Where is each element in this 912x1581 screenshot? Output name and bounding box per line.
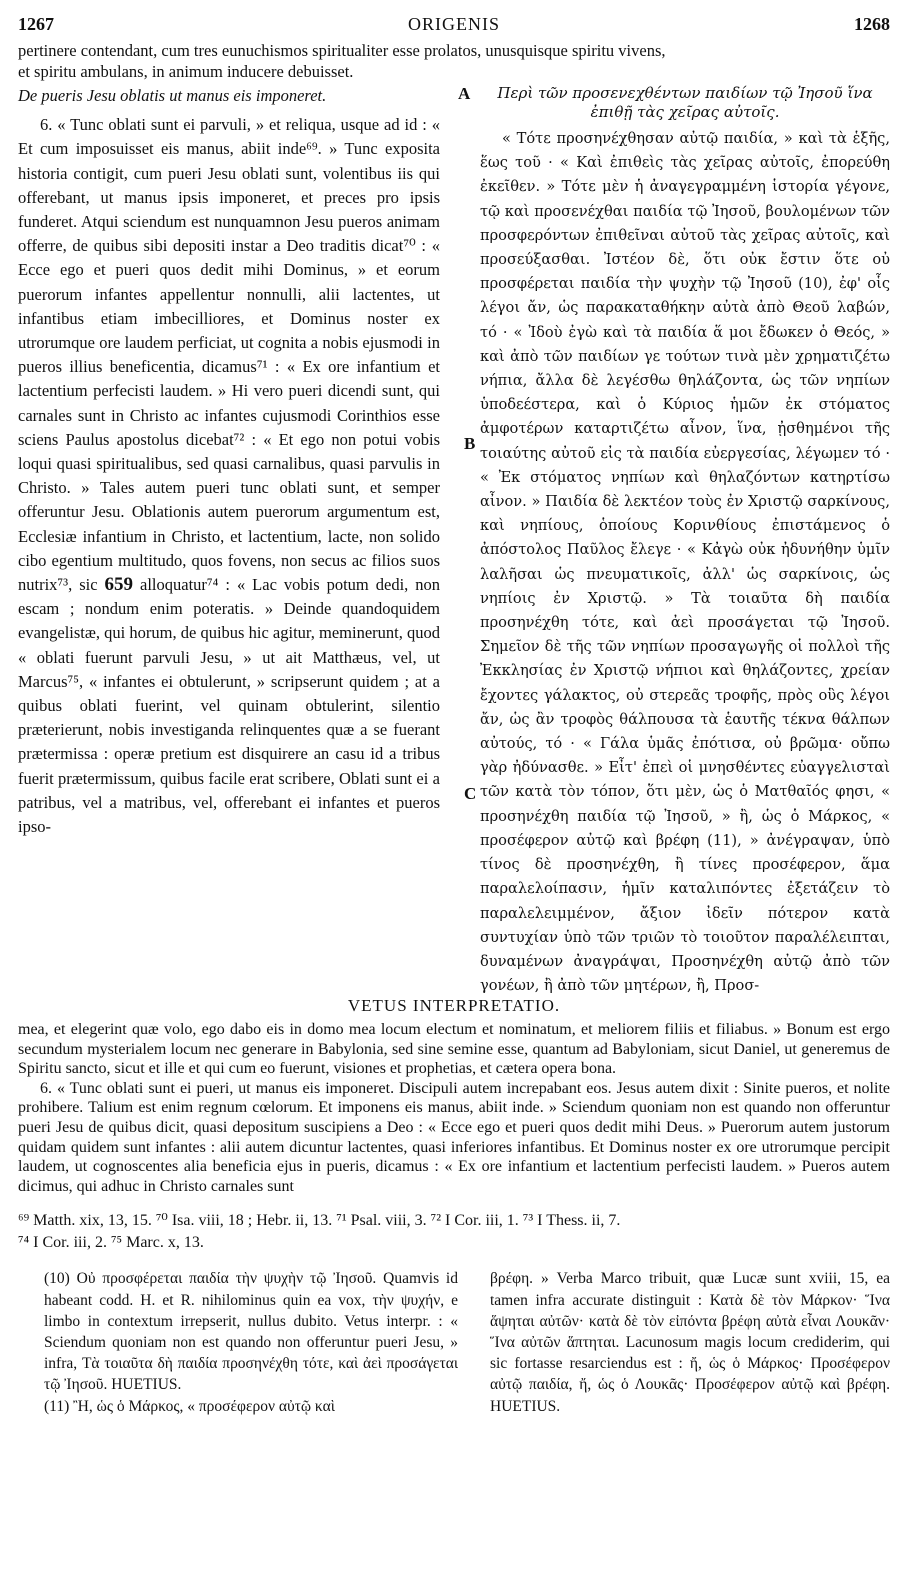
vetus-interpretatio [18, 996, 890, 1196]
latin-paragraph [18, 113, 440, 839]
vetus-paragraph: 6. « Tunc oblati sunt ei pueri, ut manus eis imponeret. Discipuli autem increpabant eos. Jesus autem dixit : Sinite pueros, et nolite prohibere. Talium est enim regnum cœlorum. Et imponens eis manus, abiit inde. » Sciendum quoniam non est quando non offeruntur pueri Jesu de quibus dicit, quasi depositum suscipiens a Deo : « Ecce ego et pueri quos dedit mihi Deus. » Puerorum autem justorum quidam quidem sunt infantes : alii autem dicuntur lactentes, quasi inferiores infantibus. Et Dominus noster ex ore utrorumque percipit laudem, ut cognoscentes alia beneficia ejus in pueris, dicamus : « Ex ore infantium et lactentium perfecisti laudem. » Pueros autem dicimus, qui adhuc in Christo carnales sunt [18, 1079, 890, 1195]
page-number-left: 1267 [18, 14, 54, 34]
note: (10) Οὐ προσφέρεται παιδία τὴν ψυχὴν τῷ Ἰησοῦ. Quamvis id habeant codd. H. et R. nihilominus quin ea vox, τὴν ψυχήν, e limbo in contextum irrepserit, nullus dubito. Vetus interpr. : « Sciendum quoniam non est quando non offeruntur pueri Jesu, » infra, Τὰ τοιαῦτα δὴ παιδία προσηνέχθη τότε, καὶ ἀεὶ προσάγεται τῷ Ἰησοῦ. HUETIUS. [44, 1270, 458, 1394]
scripture-references [18, 1210, 890, 1254]
reference-line: ⁷⁴ I Cor. iii, 2. ⁷⁵ Marc. x, 13. [18, 1234, 204, 1252]
vetus-paragraph: mea, et elegerint quæ volo, ego dabo eis in domo mea locum electum et nominatum, et meliorem filiis et filiabus. » Bonum est ergo secundum mysterialem locum nec generare in Babylonia, sed sine semine esse, quantum ad Babyloniam, sicut Daniel, ut generemus de Spiritu sancto, sicut et ille et qui cum eo fuerunt, visiones et prophetias, et cætera opera bona. [18, 1021, 890, 1078]
two-column-body [18, 84, 890, 994]
note: βρέφη. » Verba Marco tribuit, quæ Lucæ sunt xviii, 15, ea tamen infra accurate distinguit : Κατὰ δὲ τὸν Μάρκον· Ἵνα ἅψηται αὐτῶν· κατὰ δὲ τὸν εἰπόντα βρέφη αὐτὰ εἶναι Λουκᾶν· Ἵνα αὐτῶν ἅπτηται. Lacunosum magis locum crediderim, qui sic fortasse resarciendus est : ἤ, ὡς ὁ Μάρκος· Προσέφερον αὐτῷ παιδία, ἤ, ὡς ὁ Λουκᾶς· Προσέφερον αὐτῷ καὶ βρέφη. HUETIUS. [490, 1270, 890, 1415]
page [18, 10, 890, 1488]
margin-letter-b: B [464, 434, 476, 453]
page-number-right: 1268 [854, 14, 890, 34]
reference-line: ⁶⁹ Matth. xix, 13, 15. ⁷⁰ Isa. viii, 18 ; Hebr. ii, 13. ⁷¹ Psal. viii, 3. ⁷² I Cor. iii, 1. ⁷³ I Thess. ii, 7. [18, 1212, 621, 1230]
latin-column [18, 84, 440, 839]
greek-paragraph: « Τότε προσηνέχθησαν αὐτῷ παιδία, » καὶ τὰ ἑξῆς, ἕως τοῦ · « Καὶ ἐπιθεὶς τὰς χεῖρας αὐτοῖς, ἐπορεύθη ἐκεῖθεν. » Τότε μὲν ἡ ἀναγεγραμμένη ἱστορία γέγονε, τῷ καὶ προσενέχθαι παιδία τῷ Ἰησοῦ, βουλομένων τῶν προσφερόντων ἐπιθεῖναι αὐτοῦ τὰς χεῖρας αὐτοῖς, καὶ προσεύξασθαι. Ἰστέον δὲ, ὅτι οὐκ ἔστιν ὅτε οὐ προσφέρεται παιδία τὴν ψυχὴν τῷ Ἰησοῦ (10), ἐφ' οἷς λέγοι ἄν, ὡς παρακαταθήκην αὐτὰ ἀπὸ Θεοῦ λαβών, τό · « Ἰδοὺ ἐγὼ καὶ τὰ παιδία ἅ μοι ἔδωκεν ὁ Θεός, » καὶ ἀπὸ τῶν παιδίων γε τούτων τινὰ μὲν χρηματιζέτω νήπια, ἄλλα δὲ λεγέσθω θηλάζοντα, ὡς τῶν νηπίων ὑποδεέστερα, καὶ ὁ Κύριος ἡμῶν ἐκ στόματος ἀμφοτέρων καταρτιζέτω αἶνον, ἵνα, ᾐσθημένοι τῆς τοιαύτης αὐτοῦ εἰς τὰ παιδία εὐεργεσίας, λέγωμεν τό · « Ἐκ στόματος νηπίων καὶ θηλαζόντων κατηρτίσω αἶνον. » Παιδία δὲ λεκτέον τοὺς ἐν Χριστῷ σαρκίνους, καὶ νηπίους, ὁποίους Κορινθίους ἐπιστάμενος ὁ ἀπόστολος Παῦλος ἔλεγε · « Κἀγὼ οὐκ ἠδυνήθην ὑμῖν λαλῆσαι ὡς πνευματικοῖς, ἀλλ' ὡς σαρκίνοις, ὡς νηπίοις ἐν Χριστῷ. » Τὰ τοιαῦτα δὴ παιδία προσηνέχθη τότε, καὶ ἀεὶ προσάγεται τῷ Ἰησοῦ. Σημεῖον δὲ τῆς τῶν νηπίων προσαγωγῆς οἱ πολλοὶ τῆς Ἐκκλησίας ἐν Χριστῷ νήπιοι καὶ θηλάζοντες, χρείαν ἔχοντες γάλακτος, οὐ στερεᾶς τροφῆς, πρὸς οὓς λέγοι ἄν, ὡς ἂν τροφὸς θάλπουσα τὰ ἑαυτῆς τέκνα θάλπων αὐτούς, τό · « Γάλα ὑμᾶς ἐπότισα, οὐ βρῶμα· οὔπω γὰρ ἠδύνασθε. » Εἶτ' ἐπεὶ οἱ μνησθέντες εὐαγγελισταὶ τῶν κατὰ τὸν τόπον, ὅτι μὲν, ὡς ὁ Ματθαῖός φησι, « προσηνέχθη παιδία τῷ Ἰησοῦ, » ἢ, ὡς ὁ Μάρκος, « προσέφερον αὐτῷ καὶ βρέφη (11), » ἀνέγραψαν, ὑπὸ τίνος δὲ προσηνέχθη, ἢ τίνες προσέφερον, ἅμα παραλελοίπασιν, ἡμῖν καταλιπόντες ἐξετάζειν τὸ παραλελειμμένον, ἄξιον ἰδεῖν πότερον κατὰ συντυχίαν ὑπὸ τῶν τριῶν τὸ τοιοῦτον παραλέλειπται, δυναμένων ἀναγράψαι, Προσηνέχθη αὐτῷ ἀπὸ τῶν γονέων, ἢ ἀπὸ τῶν μητέρων, ἢ, Προσ- [480, 130, 890, 995]
editor-notes [18, 1268, 890, 1488]
intro-text [18, 40, 890, 82]
greek-column [480, 84, 890, 998]
greek-section-title: Περὶ τῶν προσενεχθέντων παιδίων τῷ Ἰησοῦ ἵνα ἐπιθῇ τὰς χεῖρας αὐτοῖς. [497, 84, 873, 121]
vetus-heading: VETUS INTERPRETATIO. [347, 996, 561, 1015]
column-number: 659 [104, 574, 134, 596]
latin-text: 6. « Tunc oblati sunt ei parvuli, » et reliqua, usque ad id : « Et cum imposuisset eis manus, abiit inde⁶⁹. » Tunc exposita historia contigit, cum pueri Jesu oblati sunt, volentibus iis qui offerebant, ut manus ipsis imponeret, et preces pro ipsis funderet. Atqui sciendum est nunquamnon Jesu pueros animam offerre, de quibus sibi depositi instar a Deo traditis dicat⁷⁰ : « Ecce ego et pueri quos dedit mihi Dominus, » et eorum puerorum infantes appellentur nonnulli, alii lactentes, ut infantibus etiam imbecilliores, et Dominus noster ex utrorumque ore laudem perficiat, ut cognita a nobis ejusmodi in pueros illius beneficentia, dicamus⁷¹ : « Ex ore infantium et lactentium perfecisti laudem. » Hi vero pueri dicendi sunt, qui carnales sunt in Christo ac infantes cujusmodi Corinthios esse sciens Paulus apostolus dicebat⁷² : « Et ego non potui vobis loqui quasi spiritualibus, sed quasi carnalibus, quasi parvulis in Christo. » Tales autem pueri tunc oblati sunt, et semper offeruntur Jesu. Oblationis autem puerorum argumentum est, Ecclesiæ infantium in Christo, et lactentium, lacte, non solido cibo egentium multitudo, quos fovens, non secus ac filios suos nutrix⁷³, sic [18, 115, 440, 595]
margin-letter-c: C [464, 784, 477, 803]
intro-line: pertinere contendant, cum tres eunuchismos spiritualiter esse prolatos, unusquisque spiritu vivens, [18, 41, 666, 60]
notes-right-column [490, 1268, 890, 1416]
note: (11) Ἢ, ὡς ὁ Μάρκος, « προσέφερον αὐτῷ καὶ [44, 1397, 335, 1415]
running-title: ORIGENIS [408, 14, 500, 34]
notes-left-column [44, 1268, 458, 1416]
margin-letter-a: A [458, 84, 471, 103]
running-header [18, 10, 890, 40]
intro-line: et spiritu ambulans, in animum inducere debuisset. [18, 62, 354, 81]
latin-text-continued: alloquatur⁷⁴ : « Lac vobis potum dedi, non escam ; nondum enim poteratis. » Deinde quandoquidem evangelistæ, qui horum, de quibus hic agitur, meminerunt, quod « oblati fuerunt parvuli Jesu, » ut ait Matthæus, vel, ut Marcus⁷⁵, « infantes ei obtulerunt, » scripserunt quidem ; at a quibus oblati fuerint, vel quinam obtulerint, silentio præterierunt, nobis investiganda relinquentes quæ a se fuerant prætermissa : operæ pretium est disquirere an casu id a tribus fuerit prætermissum, quibus facile erat scribere, Oblati sunt ei a patribus, vel a matribus, vel, offerebant ei infantes et pueros ipso- [18, 575, 440, 837]
latin-section-title: De pueris Jesu oblatis ut manus eis imponeret. [18, 86, 327, 105]
